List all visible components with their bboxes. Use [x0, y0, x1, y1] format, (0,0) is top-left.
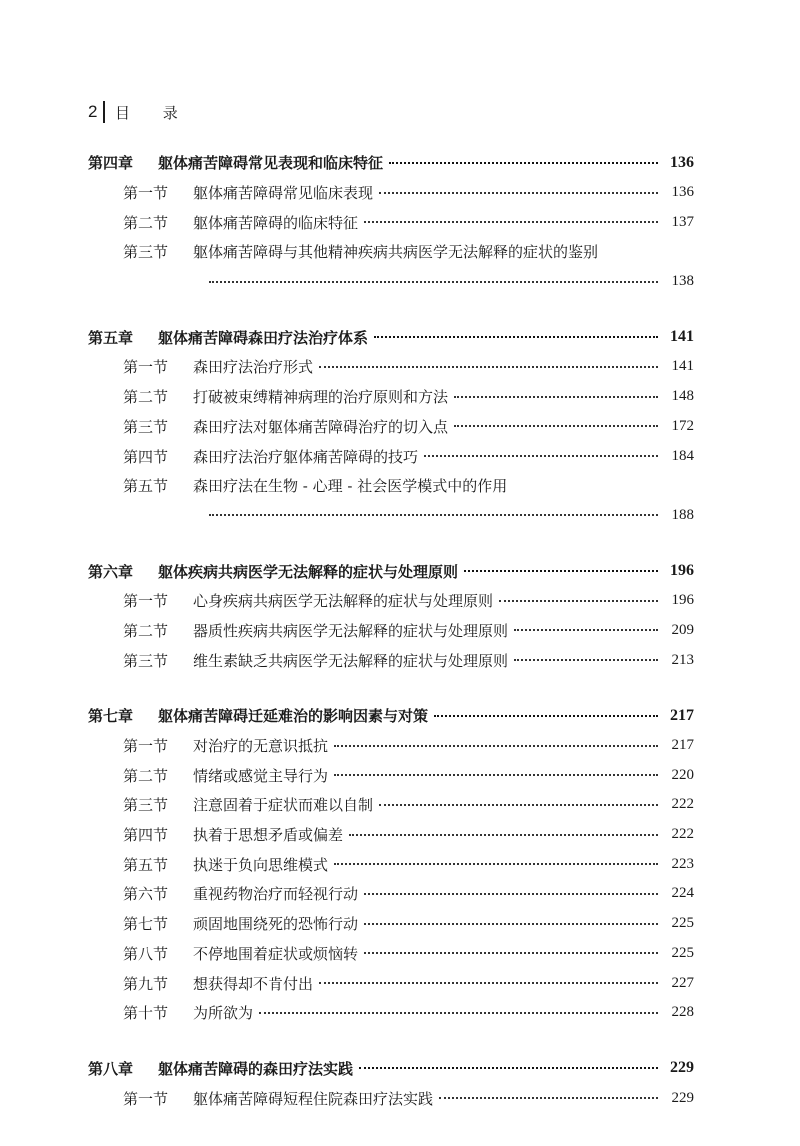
running-header — [88, 100, 192, 124]
chapter-title: 躯体痛苦障碍森田疗法治疗体系 — [158, 328, 369, 347]
section-title: 重视药物治疗而轻视行动 — [193, 885, 359, 904]
section-title: 顽固地围绕死的恐怖行动 — [193, 915, 359, 934]
section-number: 第二节 — [123, 621, 169, 640]
section-title: 森田疗法治疗躯体痛苦障碍的技巧 — [193, 447, 419, 466]
section-title: 维生素缺乏共病医学无法解释的症状与处理原则 — [193, 651, 509, 670]
chapter-page-number: 196 — [670, 562, 694, 580]
chapter-number: 第七章 — [88, 707, 134, 726]
section-title: 注意固着于症状而难以自制 — [193, 796, 374, 815]
section-page-number: 220 — [671, 766, 694, 783]
section-title: 心身疾病共病医学无法解释的症状与处理原则 — [193, 592, 494, 611]
dot-leader — [364, 889, 658, 899]
section-entry-continuation — [88, 267, 694, 297]
section-page-number: 225 — [671, 944, 694, 961]
chapter-page-number: 141 — [670, 328, 694, 346]
section-page-number: 229 — [671, 1089, 694, 1106]
dot-leader — [379, 188, 658, 198]
section-entry[interactable] — [88, 237, 694, 267]
section-title: 躯体痛苦障碍与其他精神疾病共病医学无法解释的症状的鉴别 — [193, 243, 599, 262]
chapter-page-number: 217 — [670, 706, 694, 724]
section-entry[interactable] — [88, 645, 694, 675]
section-number: 第四节 — [123, 826, 169, 845]
section-number: 第五节 — [123, 477, 169, 496]
chapter-number: 第四章 — [88, 154, 134, 173]
section-entry[interactable] — [88, 939, 694, 969]
section-page-number: 141 — [671, 358, 694, 375]
section-title: 想获得却不肯付出 — [193, 974, 314, 993]
section-number: 第三节 — [123, 651, 169, 670]
dot-leader — [334, 741, 658, 751]
section-page-number: 213 — [671, 651, 694, 668]
section-number: 第八节 — [123, 944, 169, 963]
section-entry[interactable] — [88, 382, 694, 412]
section-number: 第二节 — [123, 213, 169, 232]
section-number: 第一节 — [123, 592, 169, 611]
dot-leader — [364, 948, 658, 958]
section-entry[interactable] — [88, 849, 694, 879]
dot-leader — [209, 510, 658, 520]
section-page-number: 138 — [671, 273, 694, 290]
section-title: 对治疗的无意识抵抗 — [193, 737, 329, 756]
section-entry[interactable] — [88, 998, 694, 1028]
section-number: 第九节 — [123, 974, 169, 993]
section-number: 第十节 — [123, 1004, 169, 1023]
section-entry[interactable] — [88, 968, 694, 998]
dot-leader — [379, 800, 658, 810]
section-number: 第一节 — [123, 1089, 169, 1108]
dot-leader — [499, 596, 658, 606]
dot-leader — [319, 978, 658, 988]
table-of-contents — [88, 148, 694, 1113]
dot-leader — [359, 1063, 658, 1073]
chapter-page-number: 136 — [670, 153, 694, 171]
chapter-entry[interactable] — [88, 701, 694, 731]
chapter-spacer — [88, 296, 694, 322]
section-page-number: 224 — [671, 885, 694, 902]
dot-leader — [209, 277, 658, 287]
section-title: 躯体痛苦障碍短程住院森田疗法实践 — [193, 1089, 434, 1108]
chapter-spacer — [88, 675, 694, 701]
section-title: 器质性疾病共病医学无法解释的症状与处理原则 — [193, 621, 509, 640]
section-page-number: 209 — [671, 621, 694, 638]
section-title: 执着于思想矛盾或偏差 — [193, 826, 344, 845]
section-entry[interactable] — [88, 790, 694, 820]
section-page-number: 196 — [671, 592, 694, 609]
section-number: 第二节 — [123, 766, 169, 785]
section-number: 第三节 — [123, 796, 169, 815]
section-entry[interactable] — [88, 471, 694, 501]
section-entry[interactable] — [88, 879, 694, 909]
dot-leader — [319, 362, 658, 372]
dot-leader — [514, 625, 658, 635]
section-entry[interactable] — [88, 178, 694, 208]
section-entry[interactable] — [88, 820, 694, 850]
section-entry[interactable] — [88, 616, 694, 646]
chapter-title: 躯体疾病共病医学无法解释的症状与处理原则 — [158, 562, 459, 581]
dot-leader — [514, 655, 658, 665]
section-title: 森田疗法治疗形式 — [193, 358, 314, 377]
section-title: 为所欲为 — [193, 1004, 254, 1023]
section-page-number: 136 — [671, 184, 694, 201]
chapter-entry[interactable] — [88, 148, 694, 178]
dot-leader — [434, 711, 658, 721]
section-number: 第六节 — [123, 885, 169, 904]
chapter-title: 躯体痛苦障碍的森田疗法实践 — [158, 1059, 354, 1078]
section-number: 第三节 — [123, 417, 169, 436]
dot-leader — [364, 217, 658, 227]
section-number: 第一节 — [123, 737, 169, 756]
chapter-number: 第五章 — [88, 328, 134, 347]
section-entry[interactable] — [88, 412, 694, 442]
section-entry[interactable] — [88, 1083, 694, 1113]
section-page-number: 225 — [671, 915, 694, 932]
section-number: 第三节 — [123, 243, 169, 262]
section-page-number: 222 — [671, 796, 694, 813]
section-title: 躯体痛苦障碍的临床特征 — [193, 213, 359, 232]
chapter-entry[interactable] — [88, 556, 694, 586]
chapter-spacer — [88, 1028, 694, 1054]
section-page-number: 188 — [671, 506, 694, 523]
section-entry[interactable] — [88, 441, 694, 471]
dot-leader — [389, 158, 658, 168]
dot-leader — [374, 332, 658, 342]
dot-leader — [424, 451, 658, 461]
chapter-page-number: 229 — [670, 1059, 694, 1077]
chapter-number: 第六章 — [88, 562, 134, 581]
section-entry[interactable] — [88, 586, 694, 616]
dot-leader — [439, 1093, 658, 1103]
section-number: 第七节 — [123, 915, 169, 934]
section-number: 第四节 — [123, 447, 169, 466]
section-title: 执迷于负向思维模式 — [193, 855, 329, 874]
dot-leader — [259, 1008, 658, 1018]
chapter-entry[interactable] — [88, 322, 694, 352]
section-page-number: 227 — [671, 974, 694, 991]
section-page-number: 148 — [671, 388, 694, 405]
page-number: 2 — [88, 102, 98, 121]
section-page-number: 223 — [671, 855, 694, 872]
section-number: 第五节 — [123, 855, 169, 874]
section-page-number: 222 — [671, 826, 694, 843]
section-title: 森田疗法对躯体痛苦障碍治疗的切入点 — [193, 417, 449, 436]
section-entry-continuation — [88, 501, 694, 531]
dot-leader — [454, 421, 658, 431]
header-divider — [103, 101, 105, 123]
section-title: 打破被束缚精神病理的治疗原则和方法 — [193, 388, 449, 407]
section-entry[interactable] — [88, 352, 694, 382]
section-title: 不停地围着症状或烦恼转 — [193, 944, 359, 963]
dot-leader — [454, 392, 658, 402]
section-entry[interactable] — [88, 909, 694, 939]
section-page-number: 172 — [671, 417, 694, 434]
section-entry[interactable] — [88, 731, 694, 761]
header-title: 目 录 — [114, 103, 192, 122]
dot-leader — [334, 859, 658, 869]
dot-leader — [464, 566, 658, 576]
section-page-number: 137 — [671, 213, 694, 230]
chapter-entry[interactable] — [88, 1054, 694, 1084]
section-number: 第一节 — [123, 358, 169, 377]
chapter-title: 躯体痛苦障碍常见表现和临床特征 — [158, 154, 384, 173]
section-entry[interactable] — [88, 207, 694, 237]
dot-leader — [364, 919, 658, 929]
section-entry[interactable] — [88, 760, 694, 790]
dot-leader — [349, 830, 658, 840]
chapter-spacer — [88, 530, 694, 556]
section-title: 森田疗法在生物 - 心理 - 社会医学模式中的作用 — [193, 477, 508, 496]
section-title: 躯体痛苦障碍常见临床表现 — [193, 184, 374, 203]
section-number: 第一节 — [123, 184, 169, 203]
section-page-number: 217 — [671, 737, 694, 754]
section-page-number: 228 — [671, 1004, 694, 1021]
section-title: 情绪或感觉主导行为 — [193, 766, 329, 785]
section-page-number: 184 — [671, 447, 694, 464]
dot-leader — [334, 770, 658, 780]
section-number: 第二节 — [123, 388, 169, 407]
chapter-number: 第八章 — [88, 1059, 134, 1078]
chapter-title: 躯体痛苦障碍迁延难治的影响因素与对策 — [158, 707, 429, 726]
